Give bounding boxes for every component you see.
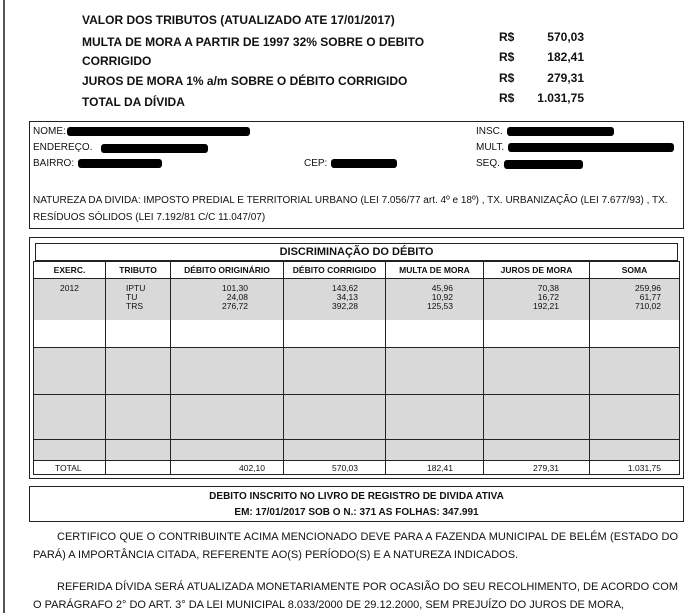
summary-currency: R$ — [499, 91, 515, 105]
total-juros: 279,31 — [533, 463, 559, 473]
mult-label: MULT. — [476, 142, 505, 153]
summary-value: 570,03 — [547, 30, 584, 44]
header-tributo: TRIBUTO — [106, 262, 171, 279]
redacted-insc — [507, 127, 614, 136]
redacted-mult — [508, 143, 674, 152]
summary-multa-label: MULTA DE MORA A PARTIR DE 1997 32% SOBRE O DEBITO — [82, 35, 425, 49]
header-multa-de-mora: MULTA DE MORA — [386, 262, 484, 279]
registro-divida-box — [29, 486, 684, 522]
header-debito-originario: DÉBITO ORIGINÁRIO — [171, 262, 284, 279]
cell-corrigido: 392,28 — [332, 301, 358, 311]
cell-originario: 24,08 — [226, 292, 248, 302]
cell-corrigido: 34,13 — [336, 292, 358, 302]
cep-label: CEP: — [304, 158, 328, 169]
certificate-paragraph: CERTIFICO QUE O CONTRIBUINTE ACIMA MENCIONADO DEVE PARA A FAZENDA MUNICIPAL DE BELÉM (ESTADO DO PARÁ) A IMPORTÂNCIA CITADA, REFERENTE AO(S) PERÍODO(S) E A NATUREZA INDICADOS. — [33, 531, 678, 561]
debt-table — [33, 261, 680, 475]
update-paragraph: REFERIDA DÍVIDA SERÁ ATUALIZADA MONETARIAMENTE POR OCASIÃO DO SEU RECOLHIMENTO, DE ACORDO COM O PARÁGRAFO 2° DO ART. 3° DA LEI MUNICIPAL 8.033/2000 DE 29.12.2000, SEM PREJUÍZO DO JUROS DE MORA, — [33, 581, 678, 611]
cell-originario: 101,30 — [222, 283, 248, 293]
debt-table-box — [29, 237, 684, 479]
cell-soma: 710,02 — [635, 301, 661, 311]
insc-label: INSC. — [476, 126, 503, 137]
row-divider — [34, 460, 679, 461]
endereco-label: ENDEREÇO. — [33, 142, 93, 153]
summary-currency: R$ — [499, 30, 515, 44]
total-originario: 402,10 — [239, 463, 265, 473]
summary-value: 279,31 — [547, 71, 584, 85]
cell-tributo: TRS — [126, 301, 143, 311]
cell-tributo: TU — [126, 292, 138, 302]
summary-title: VALOR DOS TRIBUTOS (ATUALIZADO ATE 17/01/2017) — [82, 13, 395, 27]
total-soma: 1.031,75 — [627, 463, 661, 473]
redacted-endereco — [101, 144, 208, 153]
taxpayer-info-box — [29, 121, 684, 229]
natureza-divida-text: NATUREZA DA DIVIDA: IMPOSTO PREDIAL E TERRITORIAL URBANO (LEI 7.056/77 art. 4º e 18º) , TX. URBANIZAÇÃO (LEI 7.677/93) , TX. RESÍDUOS SÓLIDOS (LEI 7.192/81 C/C 11.047/07) — [33, 195, 668, 223]
seq-label: SEQ. — [476, 158, 500, 169]
header-juros-de-mora: JUROS DE MORA — [484, 262, 590, 279]
bairro-label: BAIRRO: — [33, 158, 75, 169]
summary-juros-label: JUROS DE MORA 1% a/m SOBRE O DÉBITO CORRIGIDO — [82, 74, 408, 88]
header-exerc: EXERC. — [34, 262, 106, 279]
cell-multa: 125,53 — [427, 301, 453, 311]
cell-juros: 16,72 — [537, 292, 559, 302]
summary-corrigido-label: CORRIGIDO — [82, 54, 152, 68]
col-divider — [106, 262, 171, 474]
total-label: TOTAL — [55, 463, 82, 473]
nome-label: NOME: — [33, 126, 66, 137]
cell-corrigido: 143,62 — [332, 283, 358, 293]
redacted-seq — [504, 160, 583, 169]
cell-soma: 61,77 — [639, 292, 661, 302]
cell-soma: 259,96 — [635, 283, 661, 293]
redacted-bairro — [78, 159, 162, 168]
redacted-cep — [331, 159, 397, 168]
total-multa: 182,41 — [427, 463, 453, 473]
cell-exercicio: 2012 — [60, 283, 79, 293]
header-debito-corrigido: DÉBITO CORRIGIDO — [284, 262, 386, 279]
row-divider — [34, 347, 679, 348]
header-soma: SOMA — [590, 262, 679, 279]
summary-total-value: 1.031,75 — [537, 91, 584, 105]
total-corrigido: 570,03 — [332, 463, 358, 473]
cell-multa: 10,92 — [431, 292, 453, 302]
registro-line-1: DEBITO INSCRITO NO LIVRO DE REGISTRO DE DIVIDA ATIVA — [209, 491, 504, 502]
debt-table-title: DISCRIMINAÇÃO DO DÉBITO — [35, 243, 678, 261]
summary-currency: R$ — [499, 71, 515, 85]
registro-line-2: EM: 17/01/2017 SOB O N.: 371 AS FOLHAS: 347.991 — [234, 507, 479, 518]
redacted-nome — [67, 127, 250, 136]
page-left-border — [3, 0, 5, 613]
row-divider — [34, 439, 679, 440]
col-divider — [34, 262, 106, 474]
cell-juros: 192,21 — [533, 301, 559, 311]
cell-multa: 45,96 — [431, 283, 453, 293]
row-divider — [34, 394, 679, 395]
summary-currency: R$ — [499, 50, 515, 64]
cell-originario: 276,72 — [222, 301, 248, 311]
cell-tributo: IPTU — [126, 283, 146, 293]
cell-juros: 70,38 — [537, 283, 559, 293]
summary-value: 182,41 — [547, 50, 584, 64]
summary-total-label: TOTAL DA DÍVIDA — [82, 95, 185, 109]
